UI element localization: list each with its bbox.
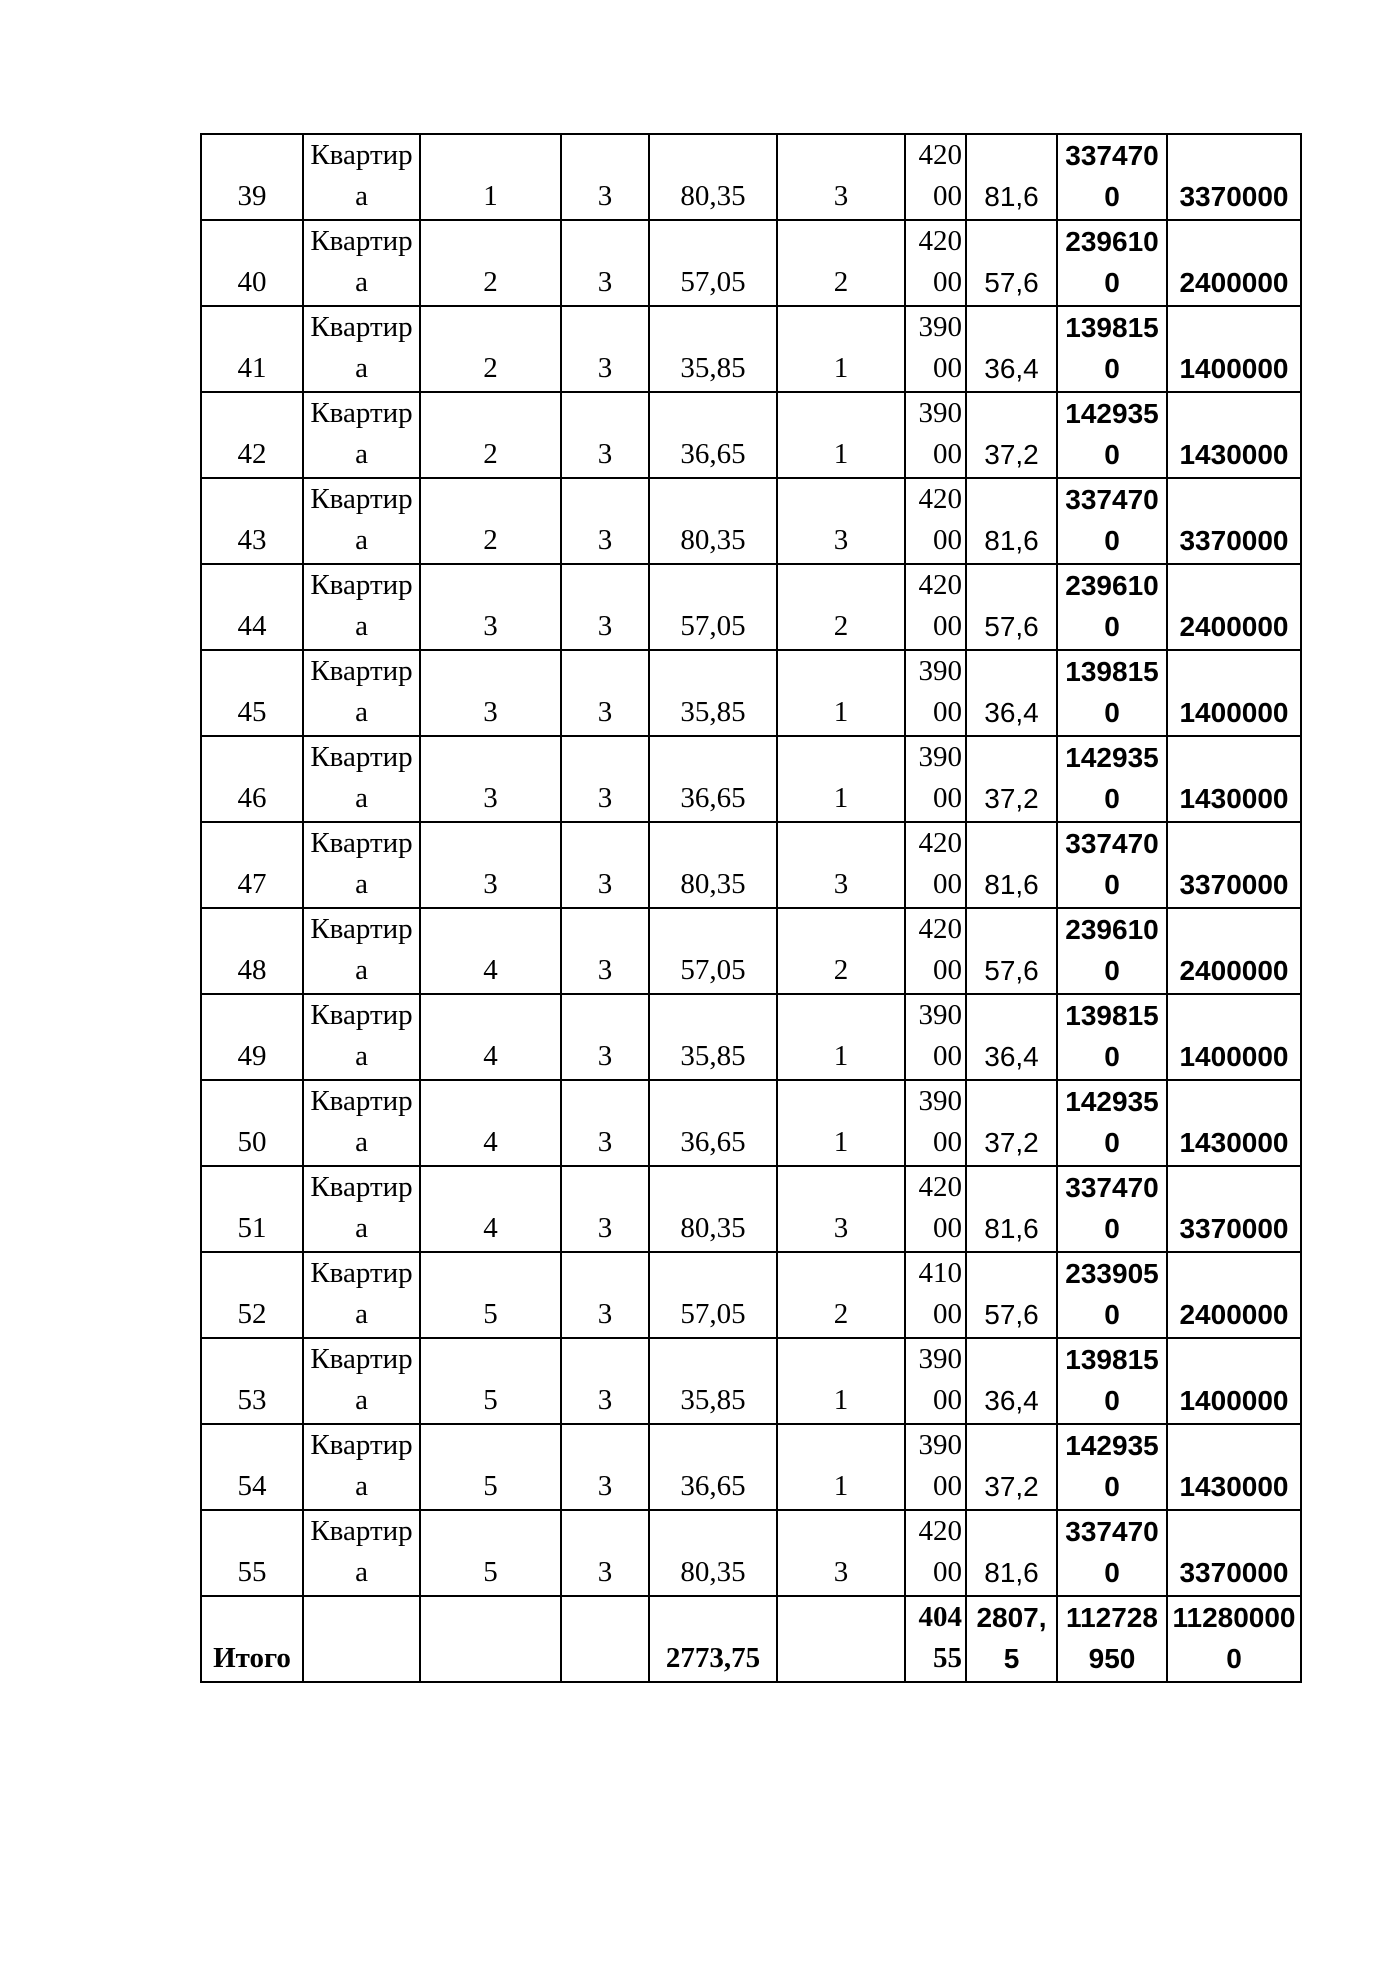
cell-price: 1400000 [1167, 994, 1301, 1080]
cell-area2: 81,6 [966, 134, 1057, 220]
cell-type: Квартира [303, 650, 420, 736]
table-row [201, 478, 1301, 564]
cell-area: 35,85 [649, 994, 777, 1080]
cell-price: 2400000 [1167, 220, 1301, 306]
document-sheet [200, 133, 1300, 1683]
cell-area2: 37,2 [966, 1424, 1057, 1510]
cell-price-per-m2: 41000 [905, 1252, 966, 1338]
cell-rooms: 3 [777, 822, 905, 908]
cell-sum: 1429350 [1057, 392, 1167, 478]
cell-price: 2400000 [1167, 1252, 1301, 1338]
cell-sum: 1429350 [1057, 736, 1167, 822]
cell-area: 36,65 [649, 392, 777, 478]
table-row [201, 1080, 1301, 1166]
cell-type: Квартира [303, 392, 420, 478]
total-empty-cell [561, 1596, 649, 1682]
cell-type: Квартира [303, 1080, 420, 1166]
cell-area2: 36,4 [966, 306, 1057, 392]
cell-floor: 4 [420, 1080, 561, 1166]
cell-number: 52 [201, 1252, 303, 1338]
cell-number: 51 [201, 1166, 303, 1252]
cell-type: Квартира [303, 306, 420, 392]
table-row [201, 1424, 1301, 1510]
total-empty-cell [420, 1596, 561, 1682]
cell-area: 57,05 [649, 220, 777, 306]
cell-price: 1430000 [1167, 736, 1301, 822]
cell-number: 41 [201, 306, 303, 392]
cell-type: Квартира [303, 478, 420, 564]
cell-type: Квартира [303, 1510, 420, 1596]
cell-area2: 57,6 [966, 1252, 1057, 1338]
cell-col4: 3 [561, 736, 649, 822]
cell-price: 3370000 [1167, 478, 1301, 564]
cell-rooms: 1 [777, 1338, 905, 1424]
table-row [201, 564, 1301, 650]
cell-floor: 3 [420, 650, 561, 736]
cell-rooms: 1 [777, 1080, 905, 1166]
cell-sum: 2396100 [1057, 220, 1167, 306]
cell-price-per-m2: 42000 [905, 478, 966, 564]
cell-floor: 3 [420, 564, 561, 650]
cell-col4: 3 [561, 650, 649, 736]
cell-type: Квартира [303, 822, 420, 908]
cell-floor: 2 [420, 392, 561, 478]
table-row [201, 908, 1301, 994]
cell-sum: 1398150 [1057, 306, 1167, 392]
cell-rooms: 1 [777, 994, 905, 1080]
cell-type: Квартира [303, 908, 420, 994]
cell-price: 3370000 [1167, 134, 1301, 220]
cell-area2: 36,4 [966, 994, 1057, 1080]
cell-sum: 1398150 [1057, 650, 1167, 736]
cell-price-per-m2: 39000 [905, 736, 966, 822]
cell-col4: 3 [561, 1080, 649, 1166]
cell-col4: 3 [561, 822, 649, 908]
cell-col4: 3 [561, 1424, 649, 1510]
cell-rooms: 3 [777, 1510, 905, 1596]
cell-col4: 3 [561, 306, 649, 392]
cell-price: 1430000 [1167, 392, 1301, 478]
total-empty-cell [303, 1596, 420, 1682]
apartments-table [200, 133, 1302, 1683]
cell-area2: 81,6 [966, 822, 1057, 908]
cell-number: 42 [201, 392, 303, 478]
cell-price: 2400000 [1167, 564, 1301, 650]
cell-area: 36,65 [649, 1080, 777, 1166]
cell-floor: 4 [420, 1166, 561, 1252]
cell-rooms: 3 [777, 134, 905, 220]
table-row [201, 392, 1301, 478]
cell-area: 36,65 [649, 736, 777, 822]
cell-price-per-m2: 42000 [905, 220, 966, 306]
cell-price: 1400000 [1167, 1338, 1301, 1424]
cell-rooms: 1 [777, 650, 905, 736]
cell-floor: 5 [420, 1424, 561, 1510]
table-row [201, 1510, 1301, 1596]
cell-area2: 37,2 [966, 1080, 1057, 1166]
cell-floor: 5 [420, 1338, 561, 1424]
cell-rooms: 2 [777, 1252, 905, 1338]
cell-number: 44 [201, 564, 303, 650]
total-price-per-m2: 40455 [905, 1596, 966, 1682]
cell-type: Квартира [303, 1424, 420, 1510]
cell-area: 57,05 [649, 908, 777, 994]
cell-area2: 37,2 [966, 736, 1057, 822]
cell-area: 80,35 [649, 822, 777, 908]
table-row [201, 134, 1301, 220]
cell-col4: 3 [561, 478, 649, 564]
cell-price: 1430000 [1167, 1424, 1301, 1510]
cell-number: 45 [201, 650, 303, 736]
cell-rooms: 2 [777, 564, 905, 650]
table-row [201, 220, 1301, 306]
cell-floor: 3 [420, 822, 561, 908]
cell-area: 80,35 [649, 478, 777, 564]
cell-price-per-m2: 42000 [905, 134, 966, 220]
cell-type: Квартира [303, 564, 420, 650]
cell-price: 3370000 [1167, 822, 1301, 908]
total-sum: 112728950 [1057, 1596, 1167, 1682]
cell-price-per-m2: 39000 [905, 306, 966, 392]
cell-type: Квартира [303, 1338, 420, 1424]
table-row [201, 994, 1301, 1080]
cell-area: 35,85 [649, 306, 777, 392]
cell-rooms: 3 [777, 1166, 905, 1252]
cell-price-per-m2: 42000 [905, 1510, 966, 1596]
cell-price: 3370000 [1167, 1510, 1301, 1596]
total-row [201, 1596, 1301, 1682]
cell-sum: 1398150 [1057, 1338, 1167, 1424]
cell-area: 36,65 [649, 1424, 777, 1510]
cell-sum: 1398150 [1057, 994, 1167, 1080]
cell-col4: 3 [561, 134, 649, 220]
cell-floor: 5 [420, 1252, 561, 1338]
cell-type: Квартира [303, 736, 420, 822]
cell-sum: 1429350 [1057, 1080, 1167, 1166]
cell-price-per-m2: 39000 [905, 1424, 966, 1510]
cell-area: 35,85 [649, 650, 777, 736]
total-area: 2773,75 [649, 1596, 777, 1682]
cell-price-per-m2: 42000 [905, 822, 966, 908]
cell-area2: 36,4 [966, 1338, 1057, 1424]
table-row [201, 306, 1301, 392]
cell-area2: 81,6 [966, 478, 1057, 564]
cell-number: 53 [201, 1338, 303, 1424]
cell-price-per-m2: 39000 [905, 1080, 966, 1166]
total-price: 112800000 [1167, 1596, 1301, 1682]
cell-rooms: 2 [777, 220, 905, 306]
table-row [201, 1252, 1301, 1338]
cell-area2: 57,6 [966, 220, 1057, 306]
cell-area2: 81,6 [966, 1510, 1057, 1596]
cell-col4: 3 [561, 220, 649, 306]
cell-sum: 2339050 [1057, 1252, 1167, 1338]
cell-floor: 2 [420, 306, 561, 392]
cell-area: 80,35 [649, 134, 777, 220]
cell-sum: 3374700 [1057, 1166, 1167, 1252]
cell-type: Квартира [303, 134, 420, 220]
cell-sum: 2396100 [1057, 564, 1167, 650]
cell-col4: 3 [561, 1338, 649, 1424]
cell-col4: 3 [561, 564, 649, 650]
cell-area2: 57,6 [966, 908, 1057, 994]
cell-area2: 36,4 [966, 650, 1057, 736]
cell-floor: 1 [420, 134, 561, 220]
cell-number: 39 [201, 134, 303, 220]
cell-col4: 3 [561, 1252, 649, 1338]
cell-price: 2400000 [1167, 908, 1301, 994]
cell-area: 35,85 [649, 1338, 777, 1424]
cell-number: 40 [201, 220, 303, 306]
cell-floor: 3 [420, 736, 561, 822]
cell-rooms: 1 [777, 392, 905, 478]
cell-number: 55 [201, 1510, 303, 1596]
cell-sum: 3374700 [1057, 134, 1167, 220]
cell-price: 1400000 [1167, 650, 1301, 736]
cell-type: Квартира [303, 1166, 420, 1252]
total-empty-cell [777, 1596, 905, 1682]
cell-price: 3370000 [1167, 1166, 1301, 1252]
cell-col4: 3 [561, 994, 649, 1080]
cell-number: 54 [201, 1424, 303, 1510]
cell-floor: 2 [420, 478, 561, 564]
cell-price-per-m2: 39000 [905, 1338, 966, 1424]
cell-sum: 3374700 [1057, 1510, 1167, 1596]
cell-price-per-m2: 42000 [905, 908, 966, 994]
cell-price-per-m2: 39000 [905, 994, 966, 1080]
cell-type: Квартира [303, 994, 420, 1080]
cell-price-per-m2: 42000 [905, 1166, 966, 1252]
cell-rooms: 1 [777, 736, 905, 822]
cell-sum: 1429350 [1057, 1424, 1167, 1510]
cell-area2: 57,6 [966, 564, 1057, 650]
cell-area: 57,05 [649, 564, 777, 650]
cell-number: 46 [201, 736, 303, 822]
table-row [201, 822, 1301, 908]
cell-floor: 2 [420, 220, 561, 306]
table-row [201, 1338, 1301, 1424]
table-body [201, 134, 1301, 1596]
cell-col4: 3 [561, 392, 649, 478]
cell-sum: 2396100 [1057, 908, 1167, 994]
cell-floor: 4 [420, 994, 561, 1080]
table-row [201, 650, 1301, 736]
cell-rooms: 2 [777, 908, 905, 994]
cell-floor: 4 [420, 908, 561, 994]
cell-type: Квартира [303, 220, 420, 306]
cell-number: 48 [201, 908, 303, 994]
total-area2: 2807,5 [966, 1596, 1057, 1682]
cell-sum: 3374700 [1057, 822, 1167, 908]
cell-col4: 3 [561, 1166, 649, 1252]
cell-rooms: 1 [777, 1424, 905, 1510]
cell-rooms: 3 [777, 478, 905, 564]
cell-price: 1430000 [1167, 1080, 1301, 1166]
cell-col4: 3 [561, 1510, 649, 1596]
cell-number: 49 [201, 994, 303, 1080]
cell-rooms: 1 [777, 306, 905, 392]
cell-price-per-m2: 39000 [905, 650, 966, 736]
cell-floor: 5 [420, 1510, 561, 1596]
cell-price: 1400000 [1167, 306, 1301, 392]
cell-col4: 3 [561, 908, 649, 994]
cell-number: 43 [201, 478, 303, 564]
cell-number: 50 [201, 1080, 303, 1166]
cell-price-per-m2: 39000 [905, 392, 966, 478]
cell-area: 57,05 [649, 1252, 777, 1338]
cell-type: Квартира [303, 1252, 420, 1338]
total-label: Итого [201, 1596, 303, 1682]
cell-area2: 81,6 [966, 1166, 1057, 1252]
cell-number: 47 [201, 822, 303, 908]
cell-area: 80,35 [649, 1510, 777, 1596]
cell-sum: 3374700 [1057, 478, 1167, 564]
cell-price-per-m2: 42000 [905, 564, 966, 650]
cell-area: 80,35 [649, 1166, 777, 1252]
cell-area2: 37,2 [966, 392, 1057, 478]
table-row [201, 736, 1301, 822]
table-row [201, 1166, 1301, 1252]
